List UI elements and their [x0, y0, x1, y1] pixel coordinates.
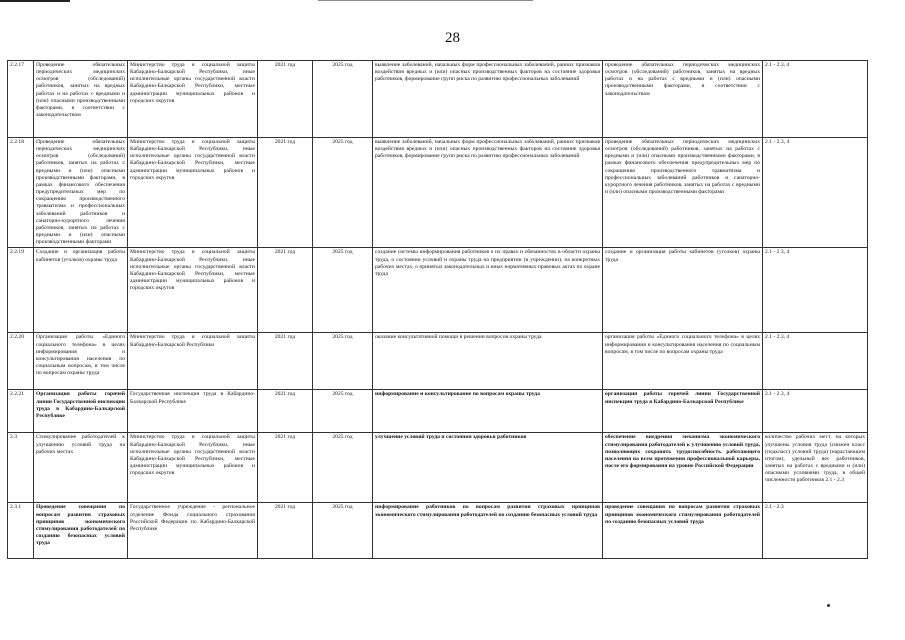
executor-cell: Министерство труда и социальной защиты Кабардино-Балкарской Республики, иные исполнительные органы государственной власти Кабардино-Балкарской Республики, местные администрации муниципальных районов и городских округов	[128, 248, 258, 333]
row-number: 2.2.20	[8, 333, 34, 390]
indicator-cell: 2.1 - 2.3, 4	[763, 248, 868, 333]
row-number: 2.2.18	[8, 138, 34, 248]
end-year-cell: 2025 год	[313, 248, 373, 333]
end-year-cell: 2025 год	[313, 138, 373, 248]
indicator-cell: 2.1 - 2.3, 4	[763, 390, 868, 433]
executor-cell: Министерство труда и социальной защиты Кабардино-Балкарской Республики, иные исполнительные органы государственной власти Кабардино-Балкарской Республики, местные администрации муниципальных районов и городских округов	[128, 61, 258, 138]
row-number: 2.2.17	[8, 61, 34, 138]
top-rule-right	[318, 0, 533, 1]
event-cell: Организация работы горячей линии Государственной инспекции труда в Кабардино-Балкарской Республике	[34, 390, 128, 433]
event-cell: Проведение обязательных периодических медицинских осмотров (обследований) работников, занятых на работах с вредными и (или) опасными производственными факторами, в рамках финансового обеспечения предупредительных мер по сокращению производственного травматизма и профессиональных заболеваний работников и санаторно-курортного лечения работников, занятых на работах с вредными и (или) опасными производственными факторами	[34, 138, 128, 248]
link-cell: обеспечение внедрения механизма экономического стимулирования работодателей к улучшению условий труда, позволяющих сохранять трудоспособность работающего населения на всем протяжении профессиональной карьеры, после его формирования на уровне Российской Федерации	[603, 433, 763, 503]
row-number: 2.2.21	[8, 390, 34, 433]
link-cell: организация работы горячей линии Государственной инспекции труда в Кабардино-Балкарской Республике	[603, 390, 763, 433]
end-year-cell: 2025 год	[313, 333, 373, 390]
result-cell: оказание консультативной помощи в решении вопросов охраны труда	[373, 333, 603, 390]
indicator-cell: 2.1 - 2.3, 4	[763, 138, 868, 248]
link-cell: создание и организация работы кабинетов (уголков) охраны труда	[603, 248, 763, 333]
row-number: 2.3.1	[8, 503, 34, 559]
event-cell: Создание и организация работы кабинетов (уголков) охраны труда	[34, 248, 128, 333]
row-number: 2.3	[8, 433, 34, 503]
end-year-cell: 2025 год	[313, 433, 373, 503]
indicator-cell: 2.1 - 2.3	[763, 503, 868, 559]
indicator-cell: 2.1 - 2.3, 4	[763, 333, 868, 390]
start-year-cell: 2021 год	[258, 503, 313, 559]
event-cell: Проведение совещания по вопросам развития страховых принципов экономического стимулирования работодателей по созданию безопасных условий труда	[34, 503, 128, 559]
executor-cell: Государственная инспекция труда в Кабардино-Балкарской Республике	[128, 390, 258, 433]
result-cell: информирование и консультирование по вопросам охраны труда	[373, 390, 603, 433]
result-cell: выявление заболеваний, начальных форм профессиональных заболеваний, ранних признаков воздействия вредных и (или) опасных производственных факторов на состояние здоровья работников, формирование групп риска по развитию профессиональных заболеваний	[373, 61, 603, 138]
end-year-cell: 2025 год	[313, 503, 373, 559]
indicator-cell: количество рабочих мест, на которых улучшены условия труда (снижен класс (подкласс) условий труда) (нарастающим итогом), удельный вес работников, занятых на работах с вредными и (или) опасными условиями труда, в общей численности работников 2.1 - 2.3	[763, 433, 868, 503]
link-cell: проведение обязательных периодических медицинских осмотров (обследований) работников, занятых на работах с вредными и (или) опасными производственными факторами, в рамках финансового обеспечения предупредительных мер по сокращению производственного травматизма и профессиональных заболеваний работников и санаторно-курортного лечения работников, занятых на работах с вредными и (или) опасными производственными факторами	[603, 138, 763, 248]
link-cell: проведение совещания по вопросам развития страховых принципов экономического стимулирования работодателей по созданию безопасных условий труда	[603, 503, 763, 559]
start-year-cell: 2021 год	[258, 248, 313, 333]
table-row	[8, 390, 868, 433]
link-cell: организация работы «Единого социального телефона» в целях информирования и консультирования населения по социальным вопросам, в том числе по вопросам охраны труда	[603, 333, 763, 390]
scan-dot-mark	[827, 604, 830, 607]
end-year-cell: 2025 год	[313, 61, 373, 138]
executor-cell: Министерство труда и социальной защиты Кабардино-Балкарской Республики	[128, 333, 258, 390]
row-number: 2.2.19	[8, 248, 34, 333]
page-number: 28	[445, 30, 460, 46]
table-row	[8, 333, 868, 390]
table-row	[8, 433, 868, 503]
start-year-cell: 2021 год	[258, 61, 313, 138]
link-cell: проведение обязательных периодических медицинских осмотров (обследований) работников, занятых на вредных работах и на работах с вредными и (или) опасными производственными факторами, в соответствии с законодательством	[603, 61, 763, 138]
table-row	[8, 138, 868, 248]
table-row	[8, 248, 868, 333]
result-cell: улучшение условий труда и состояния здоровья работников	[373, 433, 603, 503]
end-year-cell: 2025 год	[313, 390, 373, 433]
indicator-cell: 2.1 - 2.3, 4	[763, 61, 868, 138]
start-year-cell: 2021 год	[258, 390, 313, 433]
event-cell: Стимулирование работодателей к улучшению условий труда на рабочих местах	[34, 433, 128, 503]
executor-cell: Государственное учреждение - региональное отделение Фонда социального страхования Российской Федерации по Кабардино-Балкарской Республике	[128, 503, 258, 559]
executor-cell: Министерство труда и социальной защиты Кабардино-Балкарской Республики, иные исполнительные органы государственной власти Кабардино-Балкарской Республики, местные администрации муниципальных районов и городских округов	[128, 433, 258, 503]
table-row	[8, 61, 868, 138]
start-year-cell: 2021 год	[258, 433, 313, 503]
result-cell: информирование работников по вопросам развития страховых принципов экономического стимулирования работодателей по созданию безопасных условий труда	[373, 503, 603, 559]
start-year-cell: 2021 год	[258, 333, 313, 390]
top-rule-left	[0, 0, 70, 2]
measures-table	[7, 60, 868, 559]
event-cell: Организация работы «Единого социального телефона» в целях информирования и консультирования населения по социальным вопросам, в том числе по вопросам охраны труда	[34, 333, 128, 390]
result-cell: создание системы информирования работников о их правах и обязанностях в области охраны труда, о состоянии условий и охраны труда на предприятии (в учреждении), на конкретных рабочих местах, о принятых законодательных и иных нормативных правовых актах по охране труда	[373, 248, 603, 333]
executor-cell: Министерство труда и социальной защиты Кабардино-Балкарской Республики, иные исполнительные органы государственной власти Кабардино-Балкарской Республики, местные администрации муниципальных районов и городских округов	[128, 138, 258, 248]
start-year-cell: 2021 год	[258, 138, 313, 248]
table-row	[8, 503, 868, 559]
event-cell: Проведение обязательных периодических медицинских осмотров (обследований) работников, занятых на вредных работах и на работах с вредными и (или) опасными производственными факторами, в соответствии с законодательством	[34, 61, 128, 138]
result-cell: выявление заболеваний, начальных форм профессиональных заболеваний, ранних признаков воздействия вредных и (или) опасных производственных факторов на состояние здоровья работников, формирование групп риска по развитию профессиональных заболеваний	[373, 138, 603, 248]
